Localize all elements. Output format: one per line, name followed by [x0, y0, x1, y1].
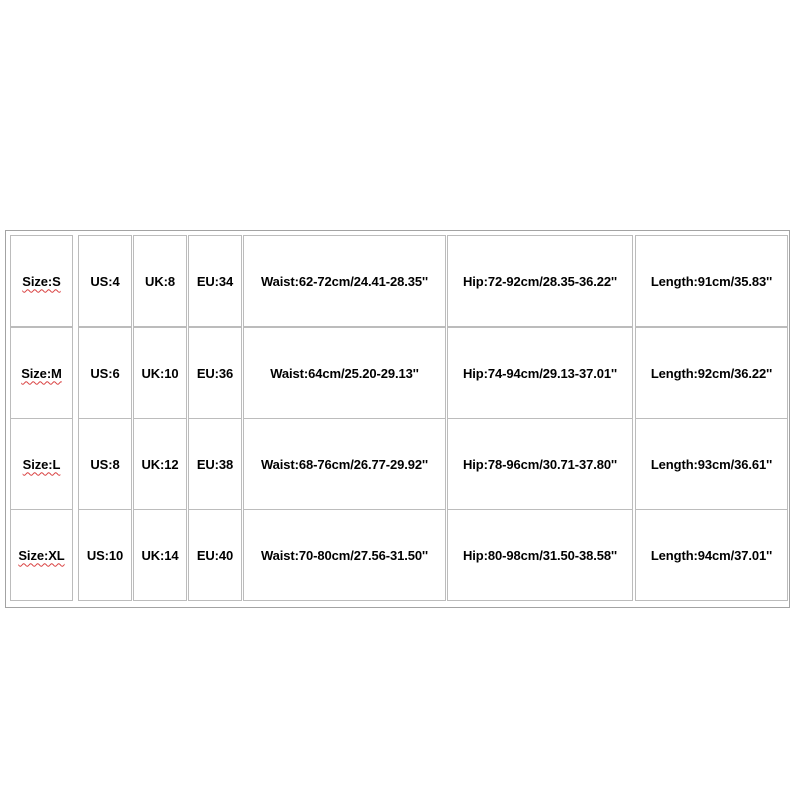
table-row [6, 235, 789, 327]
size-chart-table [5, 230, 790, 608]
size-label: Size:L [22, 456, 61, 472]
size-label: Size:S [22, 273, 61, 289]
length-cell: Length:92cm/36.22'' [635, 327, 788, 419]
hip-cell: Hip:72-92cm/28.35-36.22'' [447, 235, 633, 327]
uk-size-cell: UK:12 [133, 418, 187, 510]
eu-size-cell: EU:34 [188, 235, 242, 327]
us-size-cell: US:4 [78, 235, 132, 327]
size-cell [10, 235, 73, 327]
uk-size-cell: UK:14 [133, 509, 187, 601]
waist-cell: Waist:70-80cm/27.56-31.50'' [243, 509, 446, 601]
waist-cell: Waist:62-72cm/24.41-28.35'' [243, 235, 446, 327]
us-size-cell: US:8 [78, 418, 132, 510]
table-row [6, 509, 789, 601]
us-size-cell: US:10 [78, 509, 132, 601]
table-row [6, 418, 789, 510]
us-size-cell: US:6 [78, 327, 132, 419]
length-cell: Length:93cm/36.61'' [635, 418, 788, 510]
size-label: Size:XL [18, 547, 65, 563]
length-cell: Length:94cm/37.01'' [635, 509, 788, 601]
size-cell [10, 418, 73, 510]
uk-size-cell: UK:10 [133, 327, 187, 419]
hip-cell: Hip:78-96cm/30.71-37.80'' [447, 418, 633, 510]
hip-cell: Hip:74-94cm/29.13-37.01'' [447, 327, 633, 419]
size-cell [10, 509, 73, 601]
size-label: Size:M [21, 365, 62, 381]
table-row [6, 327, 789, 419]
size-cell [10, 327, 73, 419]
waist-cell: Waist:64cm/25.20-29.13'' [243, 327, 446, 419]
length-cell: Length:91cm/35.83'' [635, 235, 788, 327]
waist-cell: Waist:68-76cm/26.77-29.92'' [243, 418, 446, 510]
hip-cell: Hip:80-98cm/31.50-38.58'' [447, 509, 633, 601]
eu-size-cell: EU:40 [188, 509, 242, 601]
uk-size-cell: UK:8 [133, 235, 187, 327]
eu-size-cell: EU:36 [188, 327, 242, 419]
eu-size-cell: EU:38 [188, 418, 242, 510]
